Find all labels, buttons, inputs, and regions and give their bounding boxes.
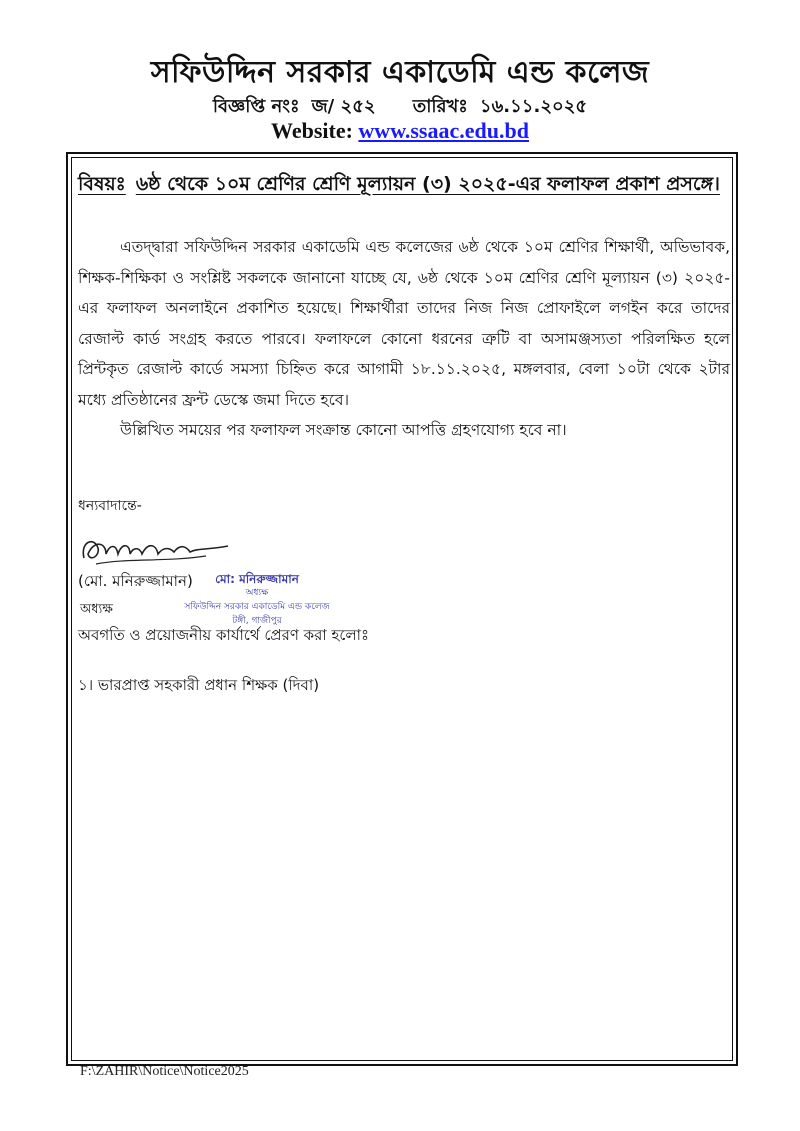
notice-paragraph-2: উল্লিখিত সময়ের পর ফলাফল সংক্রান্ত কোনো আপত্তি গ্রহণযোগ্য হবে না। bbox=[120, 421, 567, 439]
seal-institution: সফিউদ্দিন সরকার একাডেমি এন্ড কলেজ bbox=[184, 602, 330, 612]
file-path: F:\ZAHIR\Notice\Notice2025 bbox=[80, 1064, 249, 1079]
signature-image bbox=[76, 528, 236, 572]
website-label: Website: bbox=[271, 118, 353, 143]
notice-subject bbox=[78, 168, 730, 200]
notice-paragraph-1: এতদ্দ্বারা সফিউদ্দিন সরকার একাডেমি এন্ড কলেজের ৬ষ্ঠ থেকে ১০ম শ্রেণির শিক্ষার্থী, অভিভাবক, শিক্ষক-শিক্ষিকা ও সংশ্লিষ্ট সকলকে জানানো যাচ্ছে যে, ৬ষ্ঠ থেকে ১০ম শ্রেণির শ্রেণি মূল্যায়ন (৩) ২০২৫-এর ফলাফল অনলাইনে প্রকাশিত হয়েছে। শিক্ষার্থীরা তাদের নিজ নিজ প্রোফাইলে লগইন করে তাদের রেজাল্ট কার্ড সংগ্রহ করতে পারবে। ফলাফলে কোনো ধরনের ত্রুটি বা অসামঞ্জস্যতা পরিলক্ষিত হলে প্রিন্টকৃত রেজাল্ট কার্ডে সমস্যা চিহ্নিত করে আগামী ১৮.১১.২০২৫, মঙ্গলবার, বেলা ১০টা থেকে ২টার মধ্যে প্রতিষ্ঠানের ফ্রন্ট ডেস্কে জমা দিতে হবে। bbox=[78, 238, 730, 409]
college-name: সফিউদ্দিন সরকার একাডেমি এন্ড কলেজ bbox=[150, 55, 650, 90]
seal-name: মো: মনিরুজ্জামান bbox=[215, 572, 299, 586]
closing-text: ধন্যবাদান্তে- bbox=[78, 498, 142, 514]
signer-title: অধ্যক্ষ bbox=[80, 602, 113, 617]
website-line bbox=[0, 118, 800, 144]
seal-title: অধ্যক্ষ bbox=[245, 588, 269, 598]
website-link[interactable]: www.ssaac.edu.bd bbox=[358, 118, 529, 143]
memo-label: বিজ্ঞপ্তি নংঃ bbox=[212, 96, 300, 117]
notice-body bbox=[78, 232, 730, 446]
subject-text: ৬ষ্ঠ থেকে ১০ম শ্রেণির শ্রেণি মূল্যায়ন (৩) ২০২৫-এর ফলাফল প্রকাশ প্রসঙ্গে। bbox=[135, 173, 720, 195]
distribution-note: অবগতি ও প্রয়োজনীয় কার্যার্থে প্রেরণ করা হলোঃ bbox=[78, 626, 369, 644]
memo-number: জ/ ২৫২ bbox=[311, 96, 376, 117]
signer-name: (মো. মনিরুজ্জামান) bbox=[78, 572, 193, 590]
subject-label: বিষয়ঃ bbox=[78, 173, 126, 195]
date-value: ১৬.১১.২০২৫ bbox=[479, 96, 588, 117]
date-label: তারিখঃ bbox=[412, 96, 468, 117]
recipient-item: ১। ভারপ্রাপ্ত সহকারী প্রধান শিক্ষক (দিবা) bbox=[78, 676, 320, 694]
seal-location: টঙ্গী, গাজীপুর bbox=[232, 616, 282, 626]
official-seal bbox=[172, 572, 342, 628]
